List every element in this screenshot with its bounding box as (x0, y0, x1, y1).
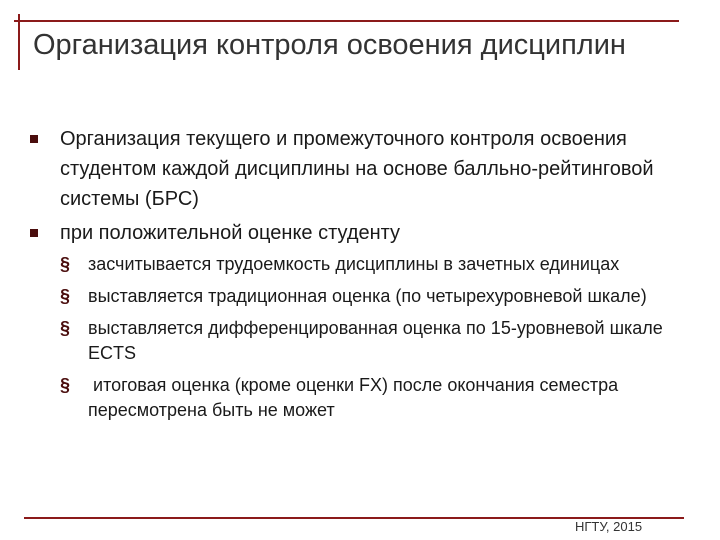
bullet-item-1 (30, 124, 700, 214)
sub-bullet-item-2-text: выставляется традиционная оценка (по четырехуровневой шкале) (88, 286, 647, 306)
title-frame-top-line (14, 20, 679, 22)
bullet-item-1-text: Организация текущего и промежуточного контроля освоения студентом каждой дисциплины на основе балльно-рейтинговой системы (БРС) (60, 128, 654, 210)
square-bullet-icon (30, 135, 38, 143)
section-sign-bullet-icon: § (60, 375, 71, 395)
sub-bullet-item-4-text: итоговая оценка (кроме оценки FX) после окончания семестра пересмотрена быть не может (88, 375, 624, 420)
sub-bullet-item-2 (60, 284, 700, 309)
section-sign-bullet-icon: § (60, 254, 71, 274)
sub-bullet-list (30, 252, 700, 423)
sub-bullet-item-3-text: выставляется дифференцированная оценка по 15-уровневой шкале ECTS (88, 318, 663, 363)
title-frame-left-line (18, 14, 20, 70)
slide-title: Организация контроля освоения дисциплин (33, 29, 626, 61)
footer-text: НГТУ, 2015 (575, 519, 643, 534)
section-sign-bullet-icon: § (60, 286, 71, 306)
sub-bullet-item-4 (60, 373, 700, 423)
bullet-item-2 (30, 218, 700, 248)
slide-content (30, 124, 700, 430)
sub-bullet-item-1 (60, 252, 700, 277)
bullet-item-2-text: при положительной оценке студенту (60, 222, 401, 244)
sub-bullet-item-3 (60, 316, 700, 366)
square-bullet-icon (30, 229, 38, 237)
section-sign-bullet-icon: § (60, 318, 71, 338)
sub-bullet-item-1-text: засчитывается трудоемкость дисциплины в зачетных единицах (88, 254, 620, 274)
